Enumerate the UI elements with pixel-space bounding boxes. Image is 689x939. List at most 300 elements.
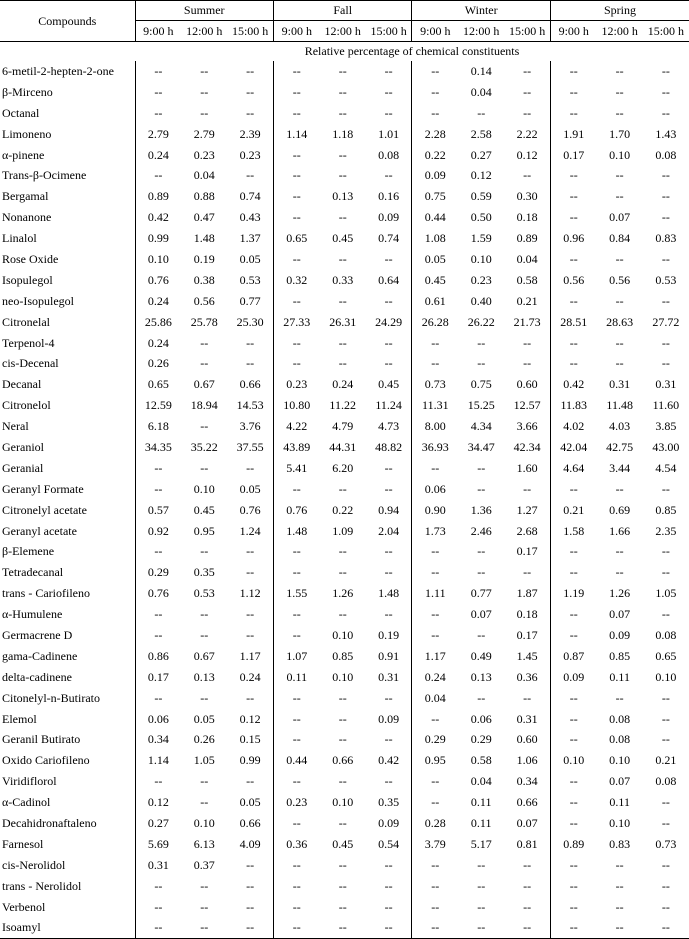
value-cell: --: [338, 711, 347, 726]
value-cell: --: [273, 897, 319, 918]
value-cell: 0.18: [516, 210, 538, 225]
value-cell: 6.20: [332, 460, 354, 475]
compound-name: Limoneno: [2, 126, 52, 141]
value-cell: 0.58: [470, 753, 492, 768]
value-cell: 1.11: [412, 583, 458, 604]
value-cell: 0.76: [135, 270, 181, 291]
value-cell: --: [615, 251, 624, 266]
value-cell: 1.66: [609, 523, 631, 538]
value-cell: --: [384, 293, 393, 308]
value-cell: 26.28: [412, 312, 458, 333]
table-row: [0, 500, 689, 521]
value-cell: --: [661, 63, 670, 78]
compound-name: Citonelyl-n-Butirato: [2, 690, 100, 705]
value-cell: --: [550, 897, 596, 918]
value-cell: 0.33: [332, 272, 354, 287]
value-cell: --: [135, 82, 181, 103]
value-cell: 1.07: [273, 646, 319, 667]
value-cell: --: [661, 84, 670, 99]
value-cell: --: [135, 771, 181, 792]
compound-name: Isopulegol: [2, 272, 53, 287]
value-cell: --: [273, 688, 319, 709]
value-cell: 0.60: [516, 732, 538, 747]
value-cell: --: [412, 353, 458, 374]
table-row: [0, 458, 689, 479]
compound-name: Citronelal: [2, 314, 50, 329]
value-cell: --: [338, 544, 347, 559]
value-cell: --: [615, 878, 624, 893]
value-cell: 2.35: [655, 523, 677, 538]
value-cell: 0.45: [193, 502, 215, 517]
value-cell: 34.35: [135, 437, 181, 458]
value-cell: 2.04: [378, 523, 400, 538]
value-cell: 0.10: [609, 816, 631, 830]
value-cell: --: [615, 335, 624, 350]
value-cell: 0.31: [135, 855, 181, 876]
value-cell: --: [246, 335, 255, 350]
value-cell: 0.06: [135, 709, 181, 730]
value-cell: 0.21: [516, 293, 538, 308]
value-cell: 0.43: [239, 210, 261, 225]
value-cell: 36.93: [412, 437, 458, 458]
value-cell: 0.76: [135, 583, 181, 604]
subheader-relative-percentage: Relative percentage of chemical constituents: [304, 44, 520, 58]
value-cell: --: [523, 335, 532, 350]
value-cell: --: [338, 210, 347, 225]
value-cell: 2.58: [470, 126, 492, 141]
value-cell: --: [523, 878, 532, 893]
value-cell: --: [273, 813, 319, 834]
value-cell: --: [477, 878, 486, 893]
value-cell: --: [135, 688, 181, 709]
value-cell: --: [661, 335, 670, 350]
value-cell: 0.77: [470, 586, 492, 601]
value-cell: 37.55: [236, 439, 264, 454]
value-cell: 1.06: [516, 753, 538, 768]
value-cell: 0.83: [655, 231, 677, 246]
value-cell: 1.73: [412, 521, 458, 542]
value-cell: 1.18: [332, 126, 354, 141]
value-cell: --: [615, 63, 624, 78]
value-cell: 0.31: [655, 377, 677, 392]
value-cell: --: [661, 711, 670, 726]
value-cell: 28.51: [550, 312, 596, 333]
table-row: [0, 82, 689, 103]
compound-name: Geranial: [2, 460, 44, 475]
compound-name: Viridiflorol: [2, 774, 57, 789]
value-cell: 42.75: [606, 439, 634, 454]
compound-name: Germacrene D: [2, 627, 73, 642]
value-cell: 0.10: [655, 669, 677, 684]
value-cell: --: [412, 792, 458, 813]
time-header: 9:00 h: [412, 21, 458, 42]
value-cell: 2.22: [516, 126, 538, 141]
value-cell: 0.59: [470, 189, 492, 204]
value-cell: --: [550, 918, 596, 939]
value-cell: --: [412, 61, 458, 82]
value-cell: 0.85: [609, 648, 631, 663]
time-header: 15:00 h: [504, 21, 550, 42]
value-cell: --: [273, 165, 319, 186]
compound-name: neo-Isopulegol: [2, 293, 74, 308]
value-cell: --: [338, 481, 347, 496]
value-cell: --: [550, 165, 596, 186]
value-cell: --: [661, 857, 670, 872]
table-row: [0, 437, 689, 458]
value-cell: 0.09: [378, 816, 400, 830]
value-cell: 1.14: [135, 750, 181, 771]
value-cell: 0.04: [193, 168, 215, 183]
compound-name: gama-Cadinene: [2, 648, 78, 663]
value-cell: 0.29: [412, 730, 458, 751]
value-cell: 1.60: [516, 460, 538, 475]
value-cell: --: [523, 84, 532, 99]
compound-name: Terpenol-4: [2, 335, 55, 350]
value-cell: 4.64: [550, 458, 596, 479]
table-row: [0, 186, 689, 207]
value-cell: --: [135, 479, 181, 500]
value-cell: 12.59: [135, 395, 181, 416]
value-cell: --: [550, 771, 596, 792]
value-cell: --: [384, 105, 393, 120]
value-cell: 0.23: [273, 792, 319, 813]
value-cell: 0.12: [135, 792, 181, 813]
value-cell: --: [200, 607, 209, 622]
value-cell: --: [615, 544, 624, 559]
value-cell: 3.85: [655, 419, 677, 434]
table-row: [0, 792, 689, 813]
value-cell: 0.11: [609, 669, 630, 684]
value-cell: --: [523, 356, 532, 371]
value-cell: --: [273, 562, 319, 583]
value-cell: --: [550, 333, 596, 354]
value-cell: --: [135, 604, 181, 625]
value-cell: --: [661, 795, 670, 810]
table-row: [0, 834, 689, 855]
value-cell: 0.04: [470, 84, 492, 99]
value-cell: --: [477, 105, 486, 120]
value-cell: --: [523, 857, 532, 872]
compound-name: Geranyl acetate: [2, 523, 77, 538]
value-cell: 0.07: [609, 607, 631, 622]
value-cell: --: [273, 771, 319, 792]
value-cell: 0.17: [516, 627, 538, 642]
value-cell: --: [661, 168, 670, 183]
value-cell: 0.22: [332, 502, 354, 517]
value-cell: --: [550, 855, 596, 876]
value-cell: 2.68: [516, 523, 538, 538]
value-cell: 0.65: [273, 228, 319, 249]
value-cell: 0.12: [239, 711, 261, 726]
value-cell: 0.95: [412, 750, 458, 771]
value-cell: 0.45: [332, 231, 354, 246]
table-row: [0, 312, 689, 333]
time-header: 15:00 h: [643, 21, 689, 42]
table-row: [0, 145, 689, 166]
value-cell: 2.39: [239, 126, 261, 141]
value-cell: --: [338, 899, 347, 914]
value-cell: --: [615, 565, 624, 580]
compound-name: Trans-β-Ocimene: [2, 168, 87, 183]
value-cell: --: [200, 627, 209, 642]
value-cell: --: [338, 774, 347, 789]
value-cell: --: [273, 541, 319, 562]
time-header: 15:00 h: [227, 21, 273, 42]
value-cell: 0.17: [550, 145, 596, 166]
value-cell: --: [338, 168, 347, 183]
value-cell: --: [384, 63, 393, 78]
value-cell: 0.11: [273, 667, 319, 688]
value-cell: --: [615, 189, 624, 204]
compound-name: α-Cadinol: [2, 795, 51, 810]
value-cell: 0.56: [193, 293, 215, 308]
value-cell: 0.86: [135, 646, 181, 667]
value-cell: --: [477, 690, 486, 705]
value-cell: --: [135, 541, 181, 562]
compounds-header: Compounds: [0, 1, 135, 42]
value-cell: --: [550, 61, 596, 82]
value-cell: 4.34: [470, 419, 492, 434]
table-row: [0, 521, 689, 542]
value-cell: 0.35: [193, 565, 215, 580]
value-cell: --: [273, 918, 319, 939]
value-cell: --: [661, 565, 670, 580]
value-cell: 0.10: [550, 750, 596, 771]
value-cell: 0.05: [239, 795, 261, 810]
table-row: [0, 103, 689, 124]
value-cell: --: [412, 82, 458, 103]
value-cell: --: [615, 84, 624, 99]
value-cell: --: [246, 774, 255, 789]
value-cell: 0.35: [378, 795, 400, 810]
value-cell: --: [273, 625, 319, 646]
value-cell: 1.59: [470, 231, 492, 246]
value-cell: --: [412, 604, 458, 625]
value-cell: --: [338, 251, 347, 266]
value-cell: --: [200, 878, 209, 893]
value-cell: --: [384, 84, 393, 99]
value-cell: 0.29: [135, 562, 181, 583]
value-cell: 2.46: [470, 523, 492, 538]
value-cell: 0.17: [135, 667, 181, 688]
value-cell: 0.11: [470, 816, 492, 830]
time-header: 12:00 h: [458, 21, 504, 42]
table-row: [0, 374, 689, 395]
value-cell: --: [523, 899, 532, 914]
value-cell: --: [200, 419, 209, 434]
value-cell: --: [412, 771, 458, 792]
value-cell: 5.17: [470, 836, 492, 851]
value-cell: --: [412, 103, 458, 124]
value-cell: 43.89: [273, 437, 319, 458]
value-cell: 1.05: [655, 586, 677, 601]
value-cell: 0.04: [516, 251, 538, 266]
value-cell: --: [661, 210, 670, 225]
value-cell: --: [477, 335, 486, 350]
value-cell: --: [338, 63, 347, 78]
value-cell: --: [200, 105, 209, 120]
table-row: [0, 124, 689, 145]
table-row: [0, 479, 689, 500]
value-cell: --: [523, 63, 532, 78]
compound-name: trans - Nerolidol: [2, 878, 82, 893]
time-header: 15:00 h: [366, 21, 412, 42]
value-cell: --: [477, 565, 486, 580]
value-cell: 0.75: [470, 377, 492, 392]
value-cell: --: [412, 897, 458, 918]
value-cell: 0.57: [135, 500, 181, 521]
value-cell: --: [246, 63, 255, 78]
value-cell: --: [550, 103, 596, 124]
table-row: [0, 333, 689, 354]
value-cell: 0.07: [516, 816, 538, 830]
value-cell: 3.79: [412, 834, 458, 855]
value-cell: 0.31: [516, 711, 538, 726]
value-cell: 0.05: [239, 481, 261, 496]
value-cell: --: [550, 353, 596, 374]
value-cell: 0.21: [550, 500, 596, 521]
value-cell: 0.37: [193, 857, 215, 872]
value-cell: 0.11: [470, 795, 492, 810]
value-cell: --: [477, 356, 486, 371]
compound-name: Linalol: [2, 231, 37, 246]
value-cell: --: [200, 84, 209, 99]
value-cell: --: [273, 249, 319, 270]
value-cell: --: [200, 335, 209, 350]
value-cell: 1.26: [609, 586, 631, 601]
value-cell: --: [550, 186, 596, 207]
value-cell: --: [246, 460, 255, 475]
value-cell: --: [661, 293, 670, 308]
compound-name: cis-Nerolidol: [2, 857, 66, 872]
value-cell: 0.65: [655, 648, 677, 663]
value-cell: --: [661, 732, 670, 747]
value-cell: 0.09: [609, 627, 631, 642]
time-header: 9:00 h: [135, 21, 181, 42]
value-cell: 24.29: [375, 314, 403, 329]
value-cell: 8.00: [412, 416, 458, 437]
value-cell: --: [200, 356, 209, 371]
value-cell: --: [523, 481, 532, 496]
value-cell: 1.19: [550, 583, 596, 604]
value-cell: --: [246, 627, 255, 642]
value-cell: --: [273, 876, 319, 897]
value-cell: 14.53: [236, 398, 264, 413]
value-cell: 6.13: [193, 836, 215, 851]
compound-name: Elemol: [2, 711, 37, 726]
value-cell: --: [412, 541, 458, 562]
value-cell: 12.57: [513, 398, 541, 413]
value-cell: 0.67: [193, 377, 215, 392]
value-cell: 27.72: [652, 314, 680, 329]
table-row: [0, 876, 689, 897]
value-cell: --: [338, 84, 347, 99]
value-cell: 0.05: [193, 711, 215, 726]
value-cell: --: [412, 458, 458, 479]
value-cell: --: [273, 730, 319, 751]
value-cell: --: [661, 251, 670, 266]
value-cell: 0.19: [378, 627, 400, 642]
value-cell: --: [661, 816, 670, 830]
value-cell: 1.48: [193, 231, 215, 246]
value-cell: 28.63: [606, 314, 634, 329]
value-cell: 1.17: [412, 646, 458, 667]
value-cell: --: [338, 607, 347, 622]
value-cell: 0.24: [135, 291, 181, 312]
value-cell: 0.08: [609, 711, 631, 726]
value-cell: 1.70: [609, 126, 631, 141]
value-cell: 1.58: [550, 521, 596, 542]
compound-name: Nonanone: [2, 210, 52, 225]
value-cell: 0.89: [516, 231, 538, 246]
value-cell: --: [523, 105, 532, 120]
value-cell: 42.04: [550, 437, 596, 458]
value-cell: --: [661, 544, 670, 559]
value-cell: --: [550, 479, 596, 500]
value-cell: 35.22: [190, 439, 218, 454]
value-cell: 0.28: [412, 813, 458, 834]
value-cell: 0.07: [609, 774, 631, 789]
compound-name: Oxido Cariofileno: [2, 753, 90, 768]
value-cell: --: [384, 732, 393, 747]
value-cell: 0.45: [332, 836, 354, 851]
value-cell: --: [615, 105, 624, 120]
value-cell: 0.73: [412, 374, 458, 395]
value-cell: --: [246, 878, 255, 893]
value-cell: --: [273, 604, 319, 625]
value-cell: --: [246, 84, 255, 99]
value-cell: 0.45: [412, 270, 458, 291]
value-cell: 1.48: [378, 586, 400, 601]
value-cell: --: [135, 103, 181, 124]
value-cell: --: [504, 918, 550, 939]
time-header: 12:00 h: [181, 21, 227, 42]
compound-name: Farnesol: [2, 836, 44, 851]
table-row: [0, 730, 689, 751]
value-cell: 1.43: [655, 126, 677, 141]
value-cell: --: [200, 899, 209, 914]
value-cell: --: [338, 816, 347, 830]
value-cell: 11.83: [550, 395, 596, 416]
value-cell: --: [384, 544, 393, 559]
value-cell: 0.09: [378, 210, 400, 225]
table-row: [0, 562, 689, 583]
compound-name: Decanal: [2, 377, 42, 392]
value-cell: --: [412, 876, 458, 897]
value-cell: 0.83: [609, 836, 631, 851]
value-cell: --: [338, 147, 347, 162]
value-cell: --: [477, 460, 486, 475]
value-cell: --: [661, 105, 670, 120]
value-cell: 0.23: [273, 374, 319, 395]
value-cell: 0.90: [412, 500, 458, 521]
value-cell: 0.99: [135, 228, 181, 249]
table-row: [0, 395, 689, 416]
value-cell: 0.04: [412, 688, 458, 709]
value-cell: 0.10: [193, 481, 215, 496]
value-cell: 0.16: [378, 189, 400, 204]
value-cell: --: [477, 481, 486, 496]
value-cell: 0.53: [655, 272, 677, 287]
value-cell: --: [412, 918, 458, 939]
value-cell: 0.75: [412, 186, 458, 207]
value-cell: 1.55: [273, 583, 319, 604]
value-cell: 26.22: [467, 314, 495, 329]
value-cell: --: [338, 732, 347, 747]
table-row: [0, 604, 689, 625]
value-cell: --: [246, 857, 255, 872]
value-cell: --: [458, 918, 504, 939]
